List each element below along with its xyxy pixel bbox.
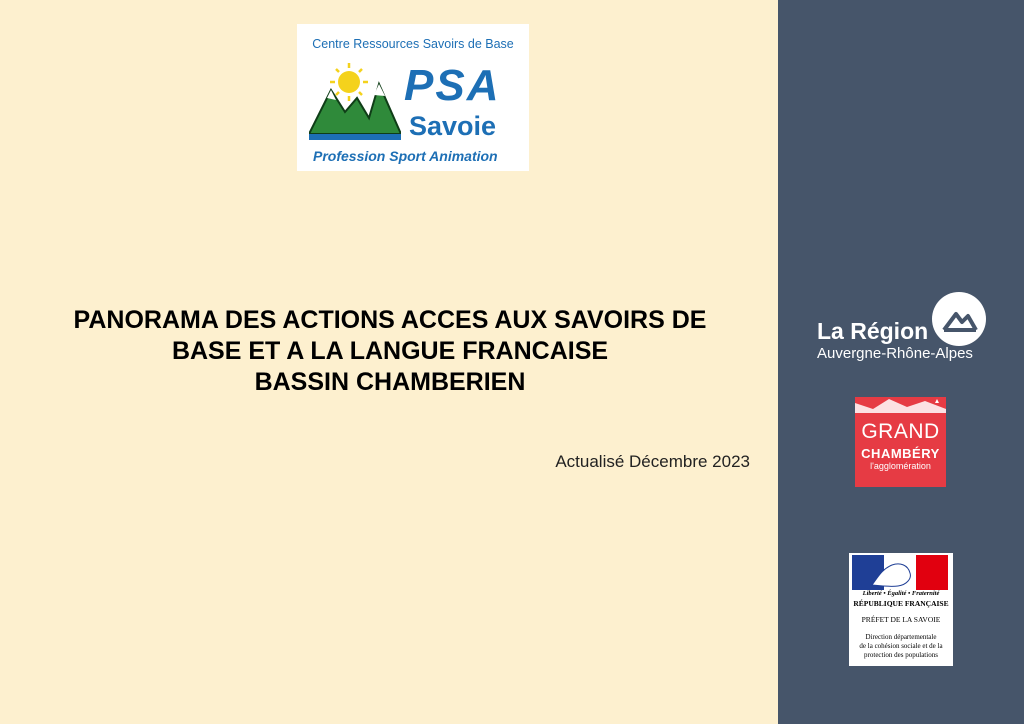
prefecture-direction-line: Direction départementale <box>865 633 937 641</box>
title-line: PANORAMA DES ACTIONS ACCES AUX SAVOIRS DE <box>73 306 707 334</box>
prefecture-direction-line: de la cohésion sociale et de la <box>859 642 943 650</box>
region-auvergne-rhone-alpes-logo <box>817 292 992 367</box>
psa-subname: Savoie <box>409 111 497 141</box>
document-title <box>30 305 750 398</box>
region-name: La Région <box>817 318 929 344</box>
update-date: Actualisé Décembre 2023 <box>555 452 750 471</box>
grand-chambery-line3: l'agglomération <box>870 461 931 471</box>
psa-savoie-logo <box>297 24 529 171</box>
psa-tagline: Profession Sport Animation <box>313 148 498 164</box>
title-line: BASSIN CHAMBERIEN <box>254 368 526 396</box>
psa-top-text: Centre Ressources Savoirs de Base <box>312 37 514 51</box>
region-subname: Auvergne-Rhône-Alpes <box>817 345 973 362</box>
grand-chambery-line2: CHAMBÉRY <box>861 446 940 461</box>
prefecture-direction <box>849 633 953 660</box>
mountain-ridge-icon <box>855 397 946 413</box>
psa-name: PSA <box>404 61 501 110</box>
prefecture-direction-line: protection des populations <box>864 651 938 659</box>
title-line: BASE ET A LA LANGUE FRANCAISE <box>171 337 609 365</box>
grand-chambery-line1: GRAND <box>861 420 940 443</box>
prefecture-prefet: PRÉFET DE LA SAVOIE <box>861 615 941 624</box>
region-mountain-icon <box>932 292 986 346</box>
grand-chambery-logo <box>855 397 946 487</box>
prefecture-republic: RÉPUBLIQUE FRANÇAISE <box>853 599 949 608</box>
mountain-sun-icon <box>309 60 401 140</box>
prefecture-savoie-logo <box>849 553 953 666</box>
marianne-flag-icon <box>852 555 948 590</box>
prefecture-motto: Liberté • Égalité • Fraternité <box>862 590 940 597</box>
